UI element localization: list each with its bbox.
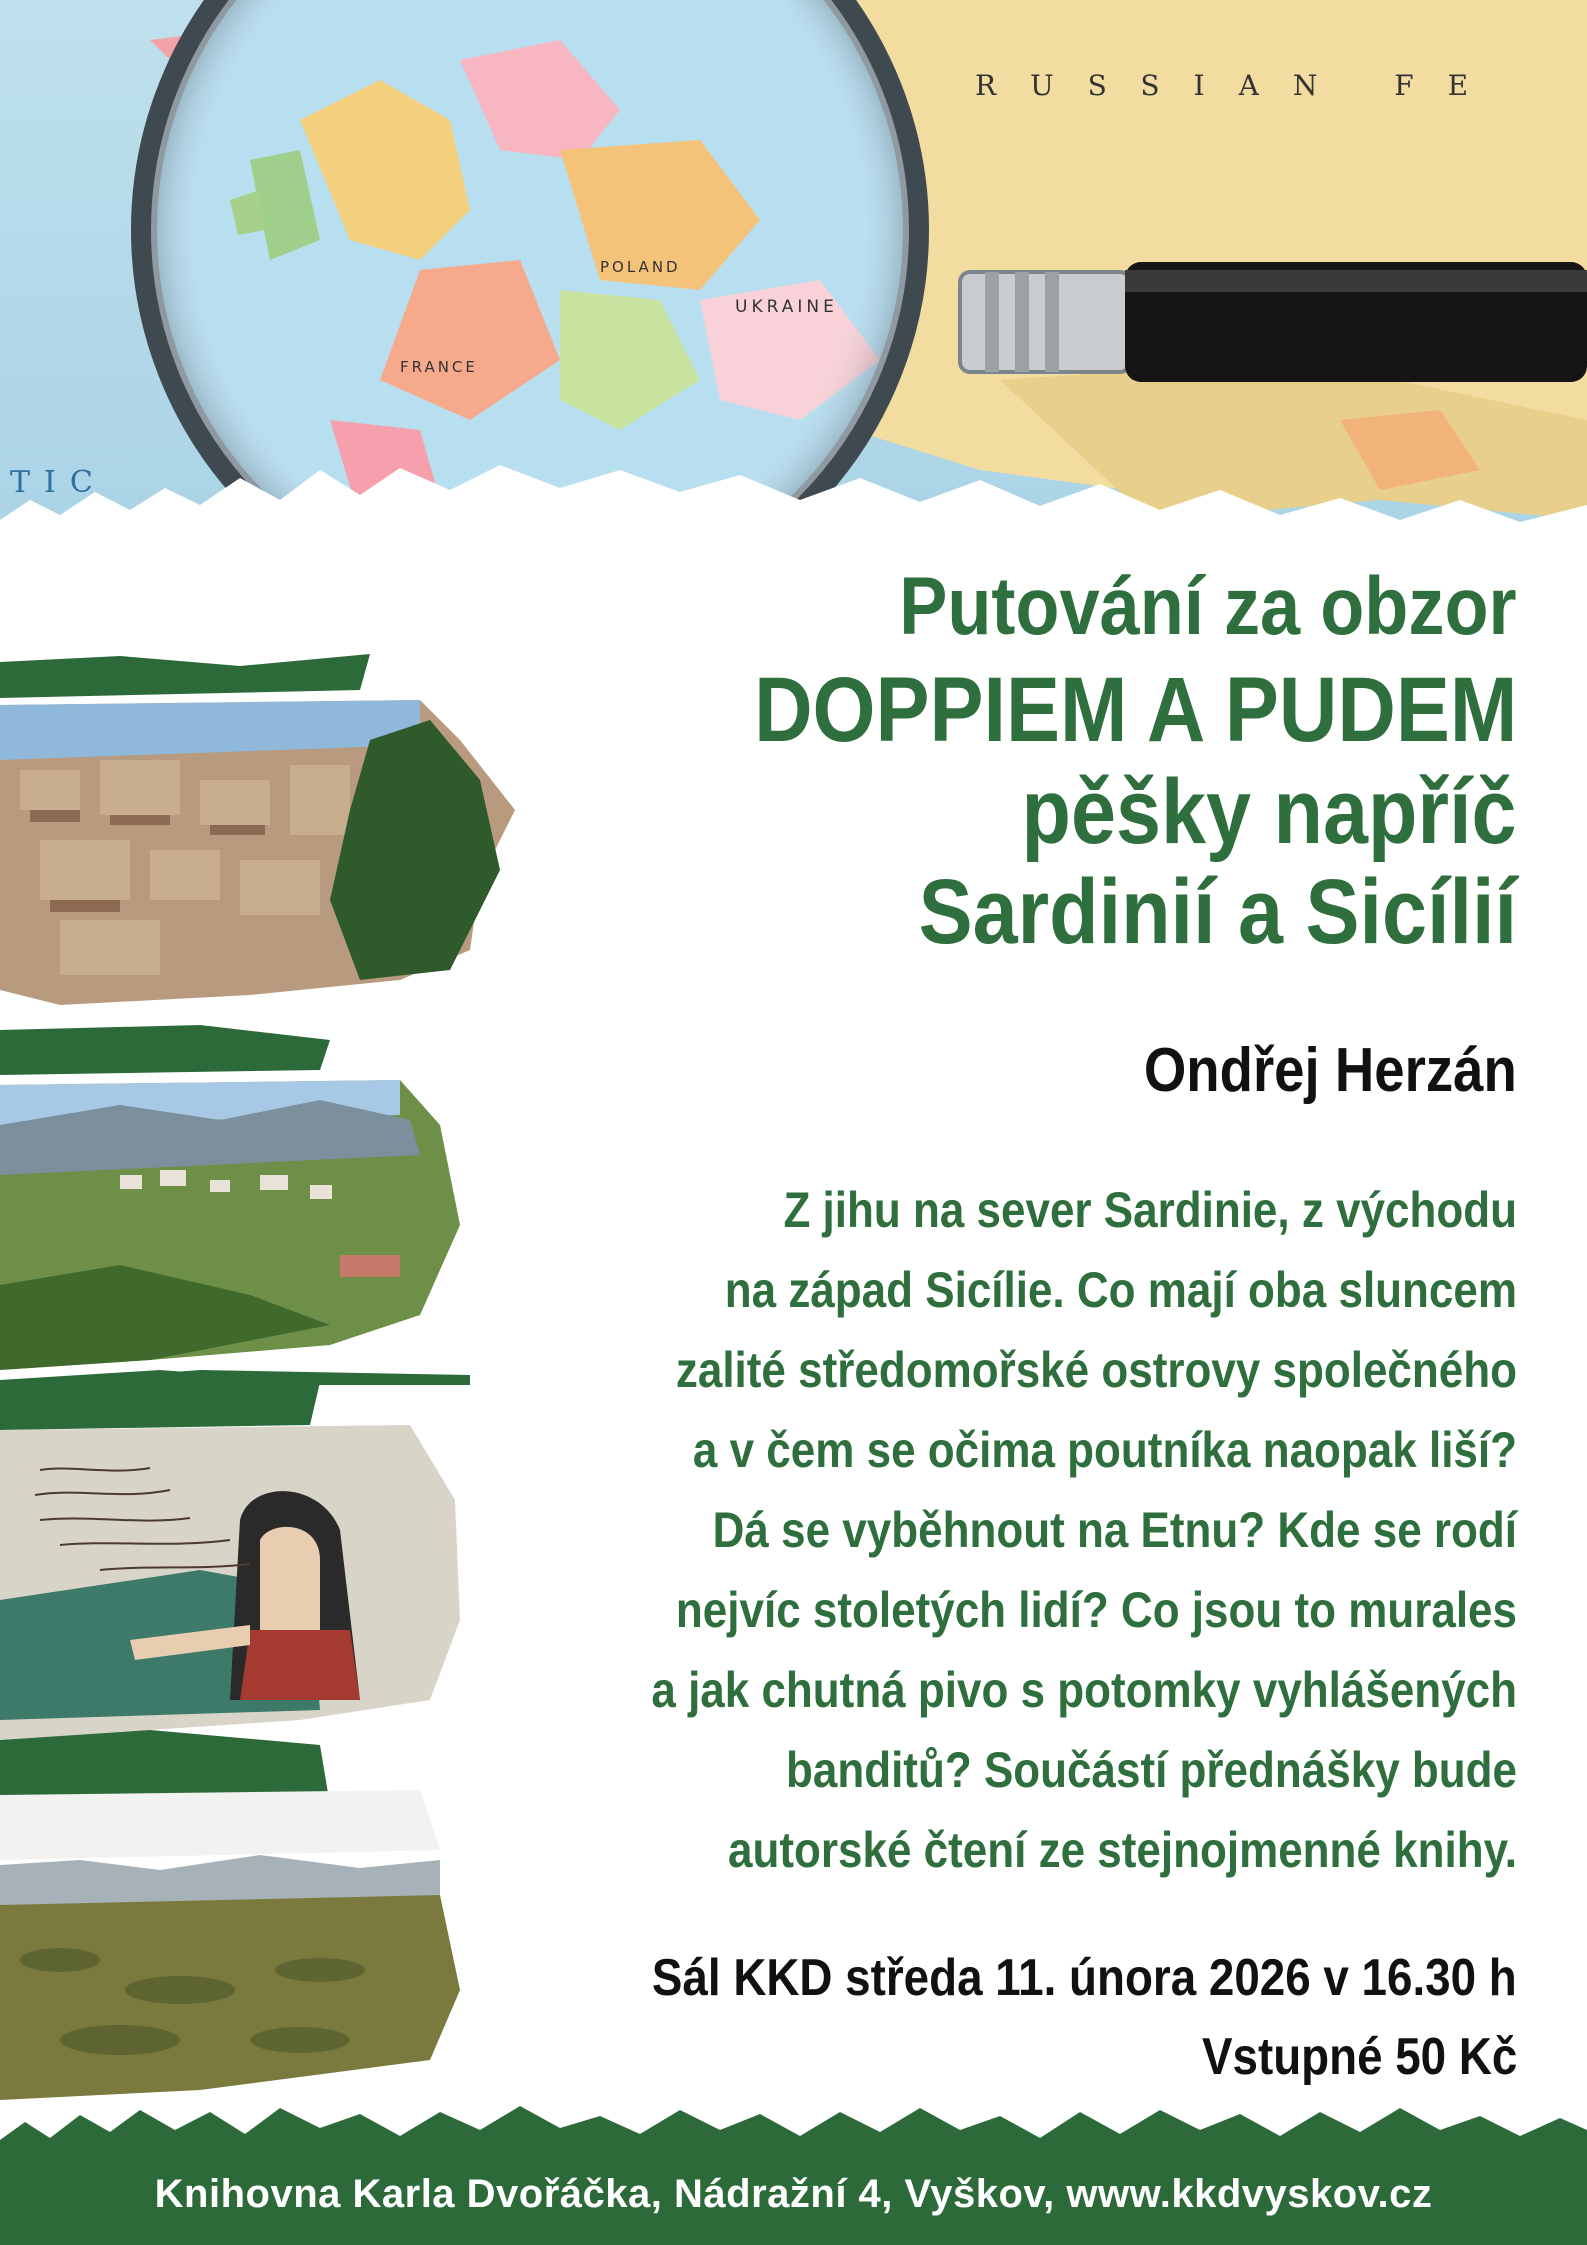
photo-green-valley	[0, 1025, 470, 1385]
description-line: a jak chutná pivo s potomky vyhlášených	[651, 1662, 1517, 1718]
description-line: Z jihu na sever Sardinie, z východu	[783, 1182, 1517, 1238]
map-label-atlantic: TIC	[10, 465, 107, 500]
hero-map-image	[0, 0, 1587, 560]
map-label-ukraine: UKRAINE	[735, 297, 838, 317]
admission-price: Vstupné 50 Kč	[1201, 2028, 1517, 2086]
event-venue-date-time: Sál KKD středa 11. února 2026 v 16.30 h	[652, 1949, 1517, 2007]
description-line: a v čem se očima poutníka naopak liší?	[692, 1422, 1517, 1478]
footer-address: Knihovna Karla Dvořáčka, Nádražní 4, Vyškov, www.kkdvyskov.cz	[154, 2172, 1433, 2216]
main-title: DOPPIEM A PUDEM	[753, 659, 1517, 761]
description-line: autorské čtení ze stejnojmenné knihy.	[728, 1822, 1517, 1878]
map-label-russia: RUSSIAN FE	[975, 69, 1503, 102]
photo-murales-wall	[0, 1370, 470, 1805]
main-title-line-3: pěšky napříč	[1021, 761, 1517, 863]
description-line: Dá se vyběhnout na Etnu? Kde se rodí	[712, 1502, 1517, 1558]
event-series-title: Putování za obzor	[899, 561, 1517, 652]
description-line: banditů? Součástí přednášky bude	[785, 1742, 1517, 1798]
description-line: na západ Sicílie. Co mají oba sluncem	[724, 1262, 1517, 1318]
map-label-poland: POLAND	[600, 258, 681, 276]
description-line: zalité středomořské ostrovy společného	[675, 1342, 1517, 1398]
main-title-line-4: Sardinií a Sicílií	[918, 861, 1517, 963]
photo-macchia-landscape	[0, 1790, 470, 2110]
event-description	[567, 1170, 1517, 1890]
author-name: Ondřej Herzán	[1144, 1036, 1517, 1105]
photo-hillside-town	[0, 650, 520, 1035]
map-label-france: FRANCE	[400, 358, 478, 376]
description-line: nejvíc stoletých lidí? Co jsou to murales	[675, 1582, 1517, 1638]
